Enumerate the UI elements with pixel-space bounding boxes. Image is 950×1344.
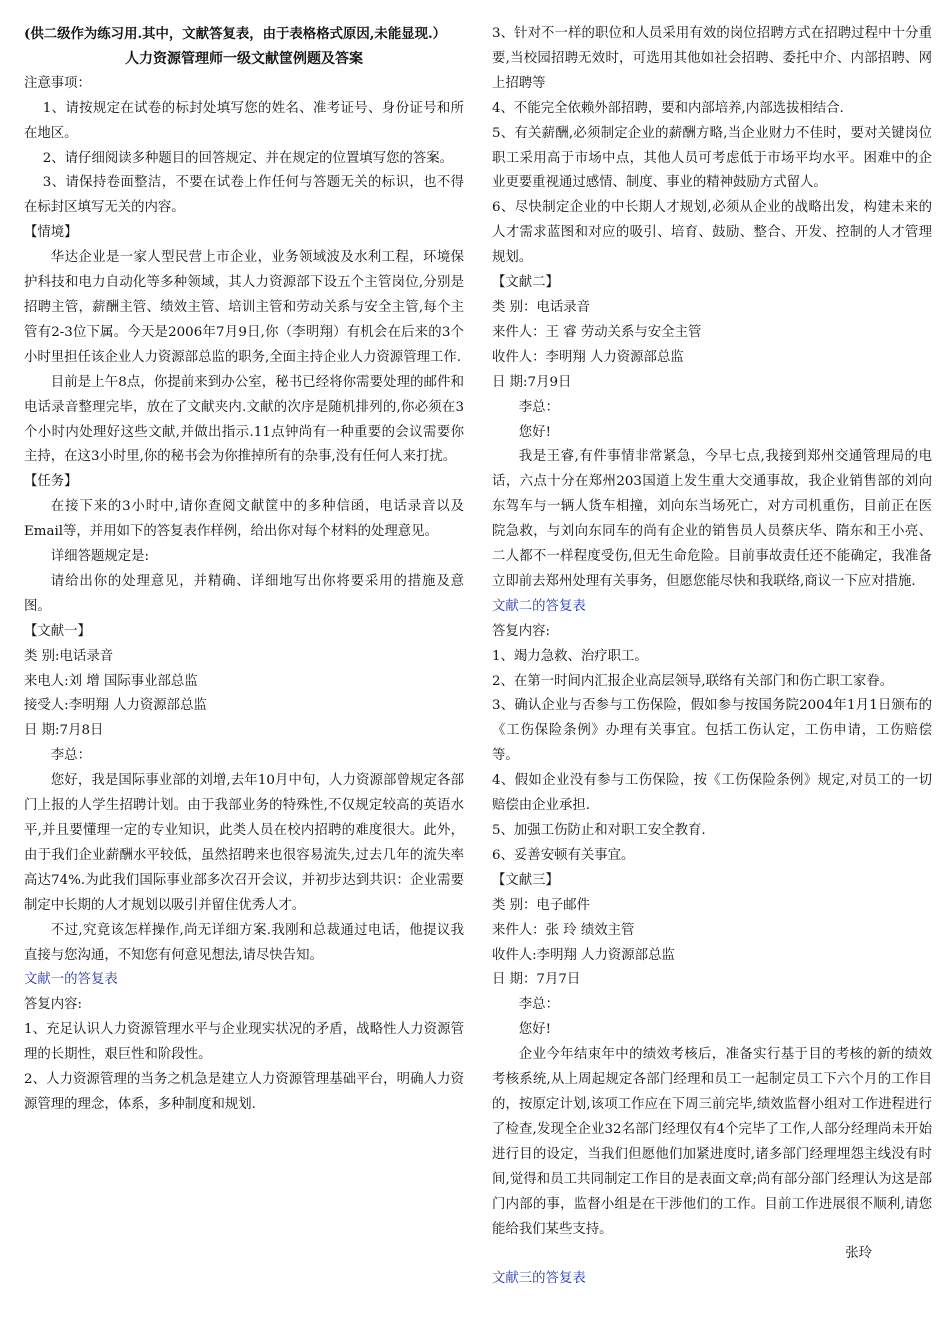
doc2-date: 日 期:7月9日 <box>492 374 572 390</box>
task-paragraph: 在接下来的3小时中,请你查阅文献筐中的多种信函，电话录音以及Email等，并用如下的答复表作样例，给出你对每个材料的处理意见。 <box>24 499 464 540</box>
situation-heading: 【情境】 <box>24 225 78 241</box>
doc3-type: 类 别：电子邮件 <box>492 897 590 913</box>
doc3-body: 企业今年结束年中的绩效考核后，准备实行基于目的考核的新的绩效考核系统,从上周起规定各部门经理和员工一起制定员工下六个月的工作目的，按原定计划,该项工作应在下周三前完毕,绩效监督小组对工作进程进行了检查,发现全企业32名部门经理仅有4个完毕了工作,人部分经理尚未开始进行目的设定，当我们但愿他们加紧进度时,诸多部门经理埋怨主线没有时间,觉得和员工共同制定工作目的是表面文章;尚有部分部门经理认为这是部门内部的事，监督小组是在干涉他们的工作。目前工作进展很不顺利,请您能给我们某些支持。 <box>492 1047 932 1237</box>
reply1-heading: 文献一的答复表 <box>24 972 118 988</box>
doc1-salutation: 李总： <box>50 748 91 764</box>
left-column <box>24 22 464 1118</box>
reply1-item: 5、有关薪酬,必须制定企业的薪酬方略,当企业财力不佳时，要对关键岗位职工采用高于市场中点，其他人员可考虑低于市场平均水平。困难中的企业更要重视通过感情、制度、事业的精神鼓励方式留人。 <box>492 125 932 191</box>
reply1-item: 4、不能完全依赖外部招聘，要和内部培养,内部选拔相结合. <box>492 100 844 116</box>
doc1-type: 类 别:电话录音 <box>24 648 114 664</box>
reply2-label: 答复内容: <box>492 623 551 639</box>
doc1-body: 您好，我是国际事业部的刘增,去年10月中旬，人力资源部曾规定各部门上报的人学生招聘计划。由于我部业务的特殊性,不仅规定较高的英语水平,并且要懂理一定的专业知识，此类人员在校内招聘的难度很大。此外，由于我们企业薪酬水平较低，虽然招聘来也很容易流失,过去几年的流失率高达74%.为此我们国际事业部多次召开会议，并初步达到共识：企业需要制定中长期的人才规划以吸引并留住优秀人才。 <box>24 773 464 913</box>
doc2-type: 类 别：电话录音 <box>492 299 590 315</box>
situation-paragraph: 华达企业是一家人型民营上市企业，业务领域波及水利工程，环境保护科技和电力自动化等多种领域，其人力资源部下设五个主管岗位,分别是招聘主管，薪酬主管、绩效主管、培训主管和劳动关系与安全主管,每个主管有2-3位下属。今天是2006年7月9日,你（李明翔）有机会在后来的3个小时里担任该企业人力资源部总监的职务,全面主持企业人力资源管理工作. <box>24 250 464 365</box>
reply1-item: 2、人力资源管理的当务之机急是建立人力资源管理基础平台，明确人力资源管理的理念，体系，多种制度和规划. <box>24 1072 464 1112</box>
document-title: 人力资源管理师一级文献筐例题及答案 <box>125 50 363 67</box>
task-paragraph: 详细答题规定是: <box>50 549 150 565</box>
doc3-salutation: 李总： <box>518 997 559 1013</box>
doc2-to: 收件人：李明翔 人力资源部总监 <box>492 349 684 365</box>
reply1-item: 1、充足认识人力资源管理水平与企业现实状况的矛盾，战略性人力资源管理的长期性，艰巨性和阶段性。 <box>24 1022 464 1063</box>
task-paragraph: 请给出你的处理意见，并精确、详细地写出你将要采用的措施及意图。 <box>24 573 464 614</box>
notice-item: 3、请保持卷面整洁，不要在试卷上作任何与答题无关的标识，也不得在标封区填写无关的内容。 <box>24 175 464 216</box>
reply3-heading: 文献三的答复表 <box>492 1271 586 1287</box>
notice-heading: 注意事项： <box>24 75 91 91</box>
task-heading: 【任务】 <box>24 474 78 490</box>
reply2-item: 4、假如企业没有参与工伤保险，按《工伤保险条例》规定,对员工的一切赔偿由企业承担. <box>492 773 932 814</box>
doc1-body: 不过,究竟该怎样操作,尚无详细方案.我刚和总裁通过电话，他提议我直接与您沟通，不知您有何意见想法,请尽快告知。 <box>24 922 464 963</box>
doc1-to: 接受人:李明翔 人力资源部总监 <box>24 698 207 714</box>
reply2-item: 5、加强工伤防止和对职工安全教育. <box>492 823 706 838</box>
doc2-salutation: 李总： <box>518 399 559 415</box>
doc1-from: 来电人:刘 增 国际事业部总监 <box>24 673 198 689</box>
doc3-to: 收件人:李明翔 人力资源部总监 <box>492 947 675 963</box>
notice-item: 1、请按规定在试卷的标封处填写您的姓名、准考证号、身份证号和所在地区。 <box>24 100 464 141</box>
reply2-item: 3、确认企业与否参与工伤保险，假如参与按国务院2004年1月1日颁布的《工伤保险条例》办理有关事宜。包括工伤认定，工伤申请，工伤赔偿等。 <box>492 698 932 764</box>
doc1-heading: 【文献一】 <box>24 623 91 639</box>
reply1-item: 6、尽快制定企业的中长期人才规划,必须从企业的战略出发，构建未来的人才需求蓝图和对应的吸引、培育、鼓励、整合、开发、控制的人才管理规划。 <box>492 200 932 266</box>
reply2-item: 2、在第一时间内汇报企业高层领导,联络有关部门和伤亡职工家眷。 <box>492 673 894 689</box>
situation-paragraph: 目前是上午8点，你提前来到办公室，秘书已经将你需要处理的邮件和电话录音整理完毕，放在了文献夹内.文献的次序是随机排列的,你必须在3个小时内处理好这些文献,并做出指示.11点钟尚有一种重要的会议需要你主持，在这3小时里,你的秘书会为你推掉所有的杂事,没有任何人来打扰。 <box>24 374 464 465</box>
doc3-heading: 【文献三】 <box>492 872 559 888</box>
reply1-label: 答复内容: <box>24 997 83 1013</box>
doc2-body: 我是王睿,有件事情非常紧急，今早七点,我接到郑州交通管理局的电话，六点十分在郑州203国道上发生重大交通事故，我企业销售部的刘向东驾车与一辆人货车相撞，刘向东当场死亡，对方司机重伤，目前正在医院急救，与刘向东同车的尚有企业的销售员人员蔡庆华、隋东和王小亮、二人都不一样程度受伤,但无生命危险。目前事故责任还不能确定，我准备立即前去郑州处理有关事务，但愿您能尽快和我联络,商议一下应对措施. <box>492 449 932 589</box>
reply2-item: 1、竭力急救、治疗职工。 <box>492 648 648 664</box>
doc3-signature: 张玲 <box>845 1246 872 1262</box>
reply2-item: 6、妥善安顿有关事宜。 <box>492 847 635 863</box>
doc2-from: 来件人：王 睿 劳动关系与安全主管 <box>492 324 702 340</box>
doc2-greeting: 您好! <box>518 424 551 440</box>
doc3-date: 日 期：7月7日 <box>492 972 581 988</box>
doc1-date: 日 期:7月8日 <box>24 723 104 739</box>
reply2-heading: 文献二的答复表 <box>492 598 586 614</box>
reply1-item: 3、针对不一样的职位和人员采用有效的岗位招聘方式在招聘过程中十分重要,当校园招聘无效时，可选用其他如社会招聘、委托中介、内部招聘、网上招聘等 <box>492 26 932 91</box>
right-column <box>492 22 932 1292</box>
header-note: (供二级作为练习用.其中，文献答复表，由于表格格式原因,未能显现.） <box>24 26 447 42</box>
doc3-from: 来件人：张 玲 绩效主管 <box>492 922 635 938</box>
doc2-heading: 【文献二】 <box>492 275 559 291</box>
notice-item: 2、请仔细阅读多种题目的回答规定、并在规定的位置填写您的答案。 <box>42 150 453 166</box>
doc3-greeting: 您好! <box>518 1022 551 1038</box>
